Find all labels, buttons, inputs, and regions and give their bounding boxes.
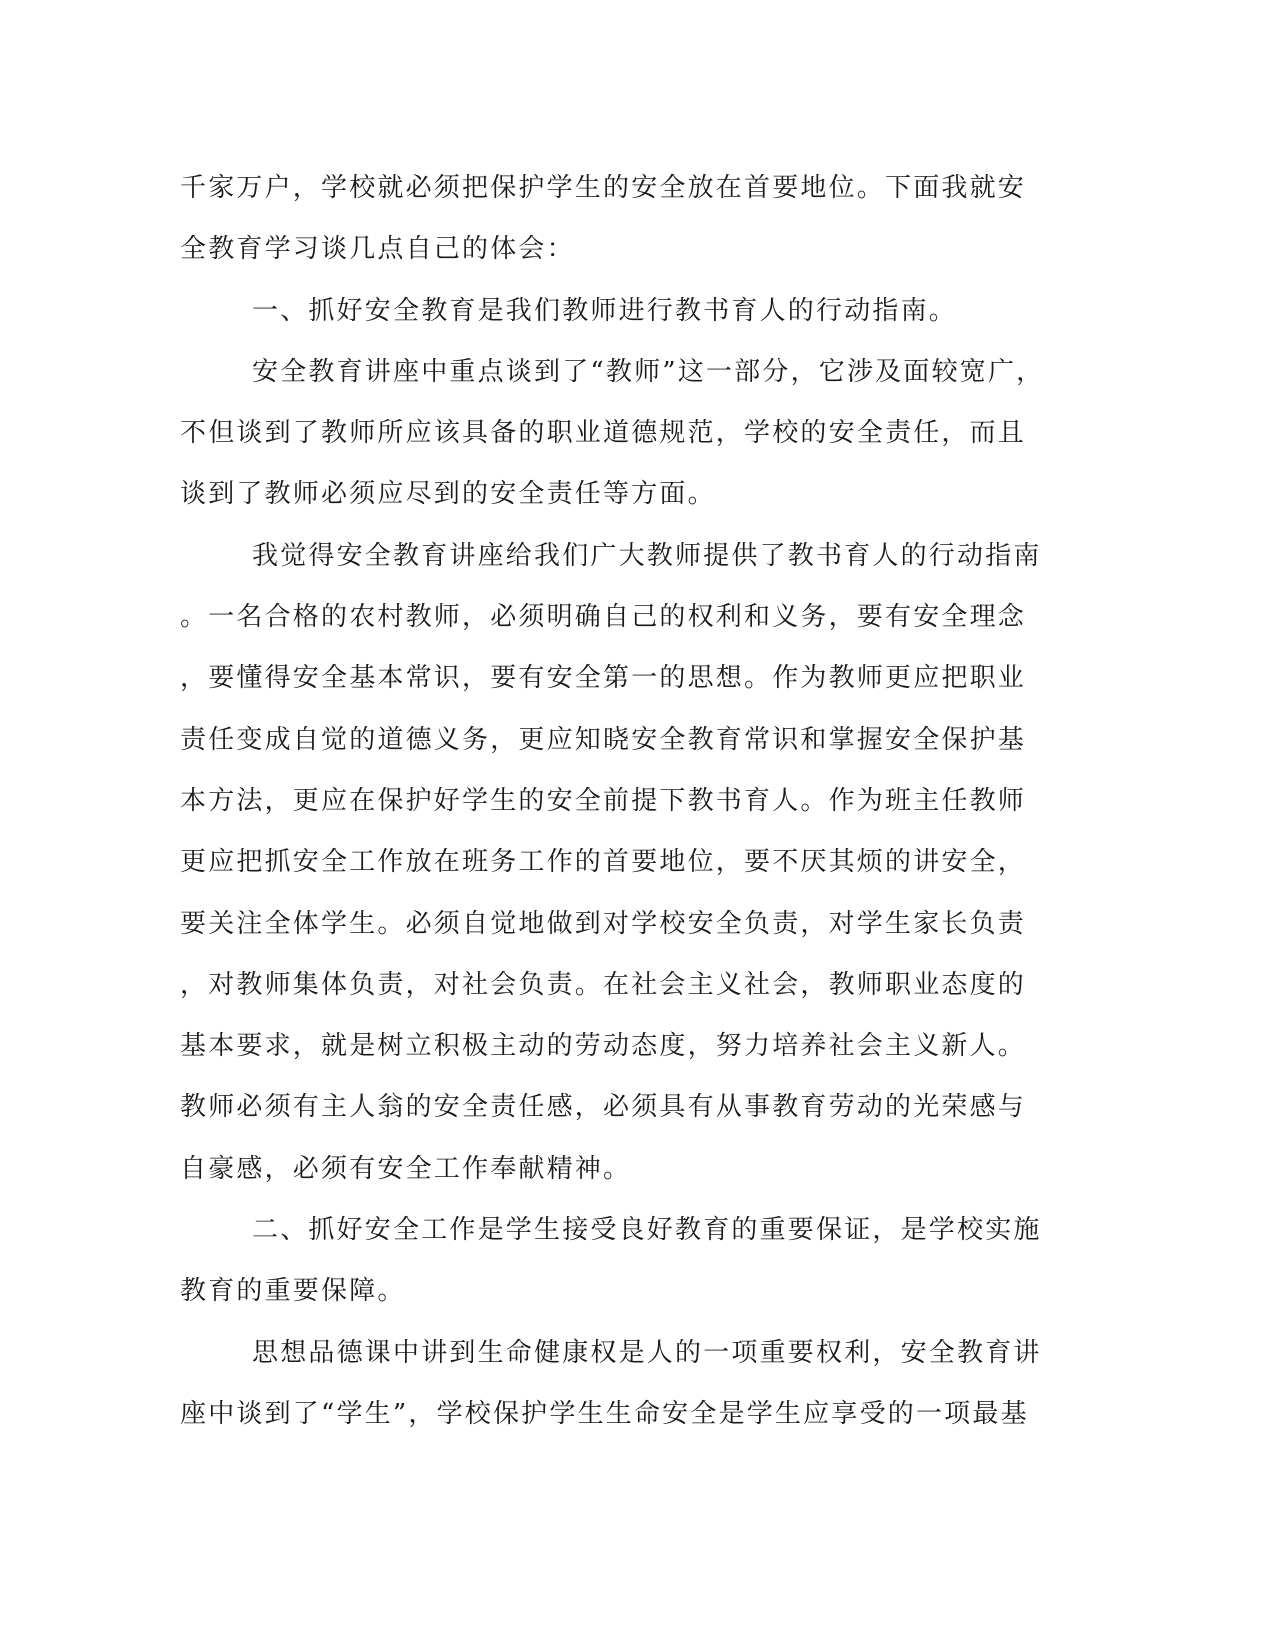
text-line: 要关注全体学生。必须自觉地做到对学校安全负责，对学生家长负责	[180, 908, 1027, 939]
text-line: 千家万户，学校就必须把保护学生的安全放在首要地位。下面我就安	[180, 173, 1027, 203]
text-line: 本方法，更应在保护好学生的安全前提下教书育人。作为班主任教师	[180, 785, 1027, 816]
text-line: 教育的重要保障。	[180, 1276, 406, 1307]
text-line: 座中谈到了“学生”，学校保护学生生命安全是学生应享受的一项最基	[180, 1398, 1029, 1429]
section-heading-1: 一、抓好安全教育是我们教师进行教书育人的行动指南。	[252, 295, 958, 326]
text-line: 思想品德课中讲到生命健康权是人的一项重要权利，安全教育讲	[252, 1337, 1042, 1368]
text-line: 。一名合格的农村教师，必须明确自己的权利和义务，要有安全理念	[180, 602, 1027, 633]
text-line: ，对教师集体负责，对社会负责。在社会主义社会，教师职业态度的	[180, 969, 1027, 1000]
text-line: 我觉得安全教育讲座给我们广大教师提供了教书育人的行动指南	[252, 540, 1042, 571]
text-line: ，要懂得安全基本常识，要有安全第一的思想。作为教师更应把职业	[180, 663, 1027, 694]
text-line: 更应把抓安全工作放在班务工作的首要地位，要不厌其烦的讲安全，	[180, 847, 1027, 878]
text-line: 谈到了教师必须应尽到的安全责任等方面。	[180, 479, 716, 510]
text-line: 全教育学习谈几点自己的体会：	[180, 234, 575, 265]
text-line: 不但谈到了教师所应该具备的职业道德规范，学校的安全责任，而且	[180, 418, 1027, 449]
text-line: 责任变成自觉的道德义务，更应知晓安全教育常识和掌握安全保护基	[180, 724, 1027, 755]
text-line: 自豪感，必须有安全工作奉献精神。	[180, 1153, 632, 1184]
section-heading-2: 二、抓好安全工作是学生接受良好教育的重要保证，是学校实施	[252, 1215, 1042, 1246]
body-text	[180, 158, 1100, 1445]
text-line: 安全教育讲座中重点谈到了“教师”这一部分，它涉及面较宽广，	[252, 356, 1045, 387]
text-line: 基本要求，就是树立积极主动的劳动态度，努力培养社会主义新人。	[180, 1031, 1027, 1062]
text-line: 教师必须有主人翁的安全责任感，必须具有从事教育劳动的光荣感与	[180, 1092, 1027, 1123]
